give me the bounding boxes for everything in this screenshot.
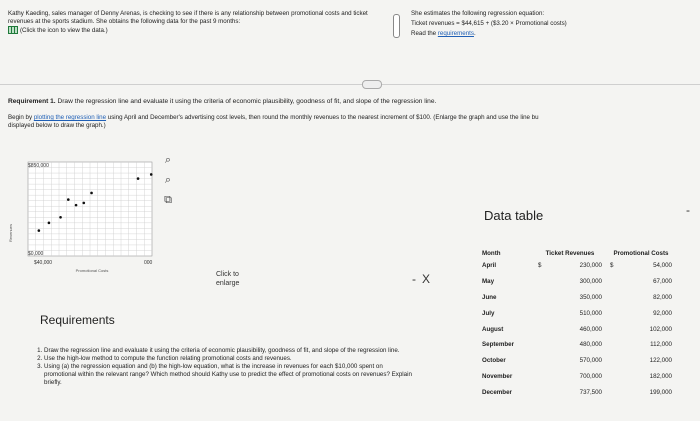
- col-month: Month: [482, 249, 501, 257]
- read-line: Read the requirements.: [411, 30, 476, 37]
- expand-pill[interactable]: [362, 80, 382, 89]
- data-point: [67, 198, 70, 201]
- cell-cur2: $: [610, 262, 614, 270]
- requirement-item: 3. Using (a) the regression equation and (b) the high-low equation, what is the increase in revenues for each $10,000 spent on promotional within the relevant range? Which method should Kathy use to predict the effect of promotional costs on revenues? Explain briefly.: [44, 363, 416, 387]
- x-axis-label: Promotional Costs: [75, 268, 109, 273]
- data-point: [48, 222, 51, 225]
- scatter-chart[interactable]: [4, 158, 159, 293]
- y-top-label: $850,000: [28, 163, 49, 169]
- table-row: [478, 274, 676, 290]
- cell-month: August: [482, 325, 504, 333]
- cell-cur2: [606, 384, 622, 400]
- data-point: [137, 177, 140, 180]
- x-last-label: 000: [144, 260, 153, 266]
- cell-month: September: [482, 341, 514, 349]
- data-point: [83, 202, 86, 205]
- section-divider: [0, 84, 700, 85]
- requirement-item: 2. Use the high-low method to compute the function relating promotional costs and revenues.: [44, 355, 416, 363]
- cell-cur2: [606, 305, 622, 321]
- table-row: [478, 353, 676, 369]
- cell-cur2: [606, 337, 622, 353]
- minimize-button[interactable]: -: [412, 272, 422, 286]
- cell-month: May: [482, 278, 495, 286]
- cell-cost: 54,000: [653, 262, 672, 270]
- begin-instructions: Begin by plotting the regression line using April and December's advertising cost levels, then round the monthly revenues to the nearest increment of $100. (Enlarge the graph and use the line bu displayed below to draw the graph.): [8, 114, 539, 129]
- cell-month: July: [482, 309, 495, 317]
- cell-cur1: [534, 353, 558, 369]
- zoom-in-icon[interactable]: ⌕: [164, 154, 172, 166]
- panel-divider-handle[interactable]: [393, 14, 400, 38]
- requirement-item: 1. Draw the regression line and evaluate it using the criteria of economic plausibility, goodness of fit, and slope of the regression line.: [44, 347, 416, 355]
- open-external-icon[interactable]: ⧉: [164, 194, 172, 206]
- cell-cur2: [606, 290, 622, 306]
- data-table-minimize[interactable]: -: [686, 203, 690, 217]
- cell-cost: 102,000: [649, 325, 672, 333]
- cell-cost: 82,000: [653, 293, 672, 301]
- requirements-list: [36, 347, 416, 387]
- y-bottom-label: $0,000: [28, 251, 44, 257]
- cell-revenue: 570,000: [579, 357, 602, 365]
- data-table-title: Data table: [484, 208, 544, 223]
- plot-link[interactable]: plotting the regression line: [33, 114, 107, 121]
- cell-cur1: [534, 305, 558, 321]
- data-point: [90, 192, 93, 195]
- data-point: [38, 229, 41, 232]
- cell-revenue: 510,000: [579, 309, 602, 317]
- chart-grid: [28, 162, 152, 256]
- x-first-label: $40,000: [34, 260, 53, 266]
- cell-month: June: [482, 293, 497, 301]
- table-row: [478, 337, 676, 353]
- table-row: [478, 290, 676, 306]
- cell-cur1: [534, 384, 558, 400]
- cell-cur1: [534, 337, 558, 353]
- problem-intro: [8, 10, 378, 35]
- cell-cur2: [606, 321, 622, 337]
- click-to-enlarge[interactable]: Click to enlarge: [216, 271, 240, 287]
- cell-cur2: [606, 353, 622, 369]
- cell-cost: 182,000: [649, 372, 672, 380]
- cell-revenue: 737,500: [579, 388, 602, 396]
- cell-cur1: [534, 274, 558, 290]
- cell-revenue: 230,000: [579, 262, 602, 270]
- cell-cur2: [606, 369, 622, 385]
- estimate-line: She estimates the following regression equation:: [411, 10, 545, 17]
- requirements-link[interactable]: requirements: [437, 30, 474, 37]
- close-button[interactable]: X: [422, 272, 437, 286]
- table-row: [478, 384, 676, 400]
- requirements-title: Requirements: [40, 313, 115, 327]
- table-icon[interactable]: [8, 26, 18, 34]
- y-axis-label: Revenues: [8, 223, 13, 243]
- data-table: [478, 248, 676, 400]
- cell-cost: 112,000: [650, 341, 672, 349]
- cell-revenue: 700,000: [579, 372, 602, 380]
- cell-cur1: [534, 369, 558, 385]
- data-link[interactable]: (Click the icon to view the data.): [8, 27, 108, 34]
- graph-tools: [158, 150, 178, 210]
- cell-cur1: $: [538, 262, 542, 270]
- cell-month: April: [482, 262, 497, 270]
- cell-revenue: 480,000: [579, 341, 602, 349]
- cell-cost: 92,000: [653, 309, 672, 317]
- regression-equation: Ticket revenues = $44,615 + ($3.20 × Promotional costs): [411, 20, 567, 27]
- table-row: [478, 305, 676, 321]
- cell-cost: 67,000: [653, 278, 672, 286]
- cell-month: October: [482, 357, 506, 365]
- cell-cur1: [534, 290, 558, 306]
- cell-month: December: [482, 388, 512, 396]
- cell-revenue: 350,000: [579, 293, 602, 301]
- col-revenue: Ticket Revenues: [545, 249, 595, 257]
- table-row: [478, 258, 676, 274]
- data-point: [59, 216, 62, 219]
- requirement-1: Requirement 1. Draw the regression line and evaluate it using the criteria of economic plausibility, goodness of fit, and slope of the regression line.: [8, 98, 437, 105]
- problem-intro-text: Kathy Kaeding, sales manager of Denny Arenas, is checking to see if there is any relationship between promotional costs and ticket revenues at the sports stadium. She obtains the following data for the past 9 months:: [8, 10, 368, 25]
- chart-svg[interactable]: [4, 158, 159, 293]
- cell-cur2: [606, 274, 622, 290]
- cell-revenue: 300,000: [579, 278, 602, 286]
- data-point: [150, 173, 153, 176]
- table-row: [478, 321, 676, 337]
- table-row: [478, 369, 676, 385]
- cell-cost: 199,000: [649, 388, 672, 396]
- col-cost: Promotional Costs: [613, 249, 669, 257]
- zoom-out-icon[interactable]: ⌕: [164, 174, 172, 186]
- equation-panel: [411, 10, 691, 38]
- cell-revenue: 460,000: [579, 325, 602, 333]
- cell-month: November: [482, 372, 513, 380]
- cell-cost: 122,000: [649, 357, 672, 365]
- data-point: [75, 204, 78, 207]
- cell-cur1: [534, 321, 558, 337]
- requirements-window-controls: [412, 272, 436, 286]
